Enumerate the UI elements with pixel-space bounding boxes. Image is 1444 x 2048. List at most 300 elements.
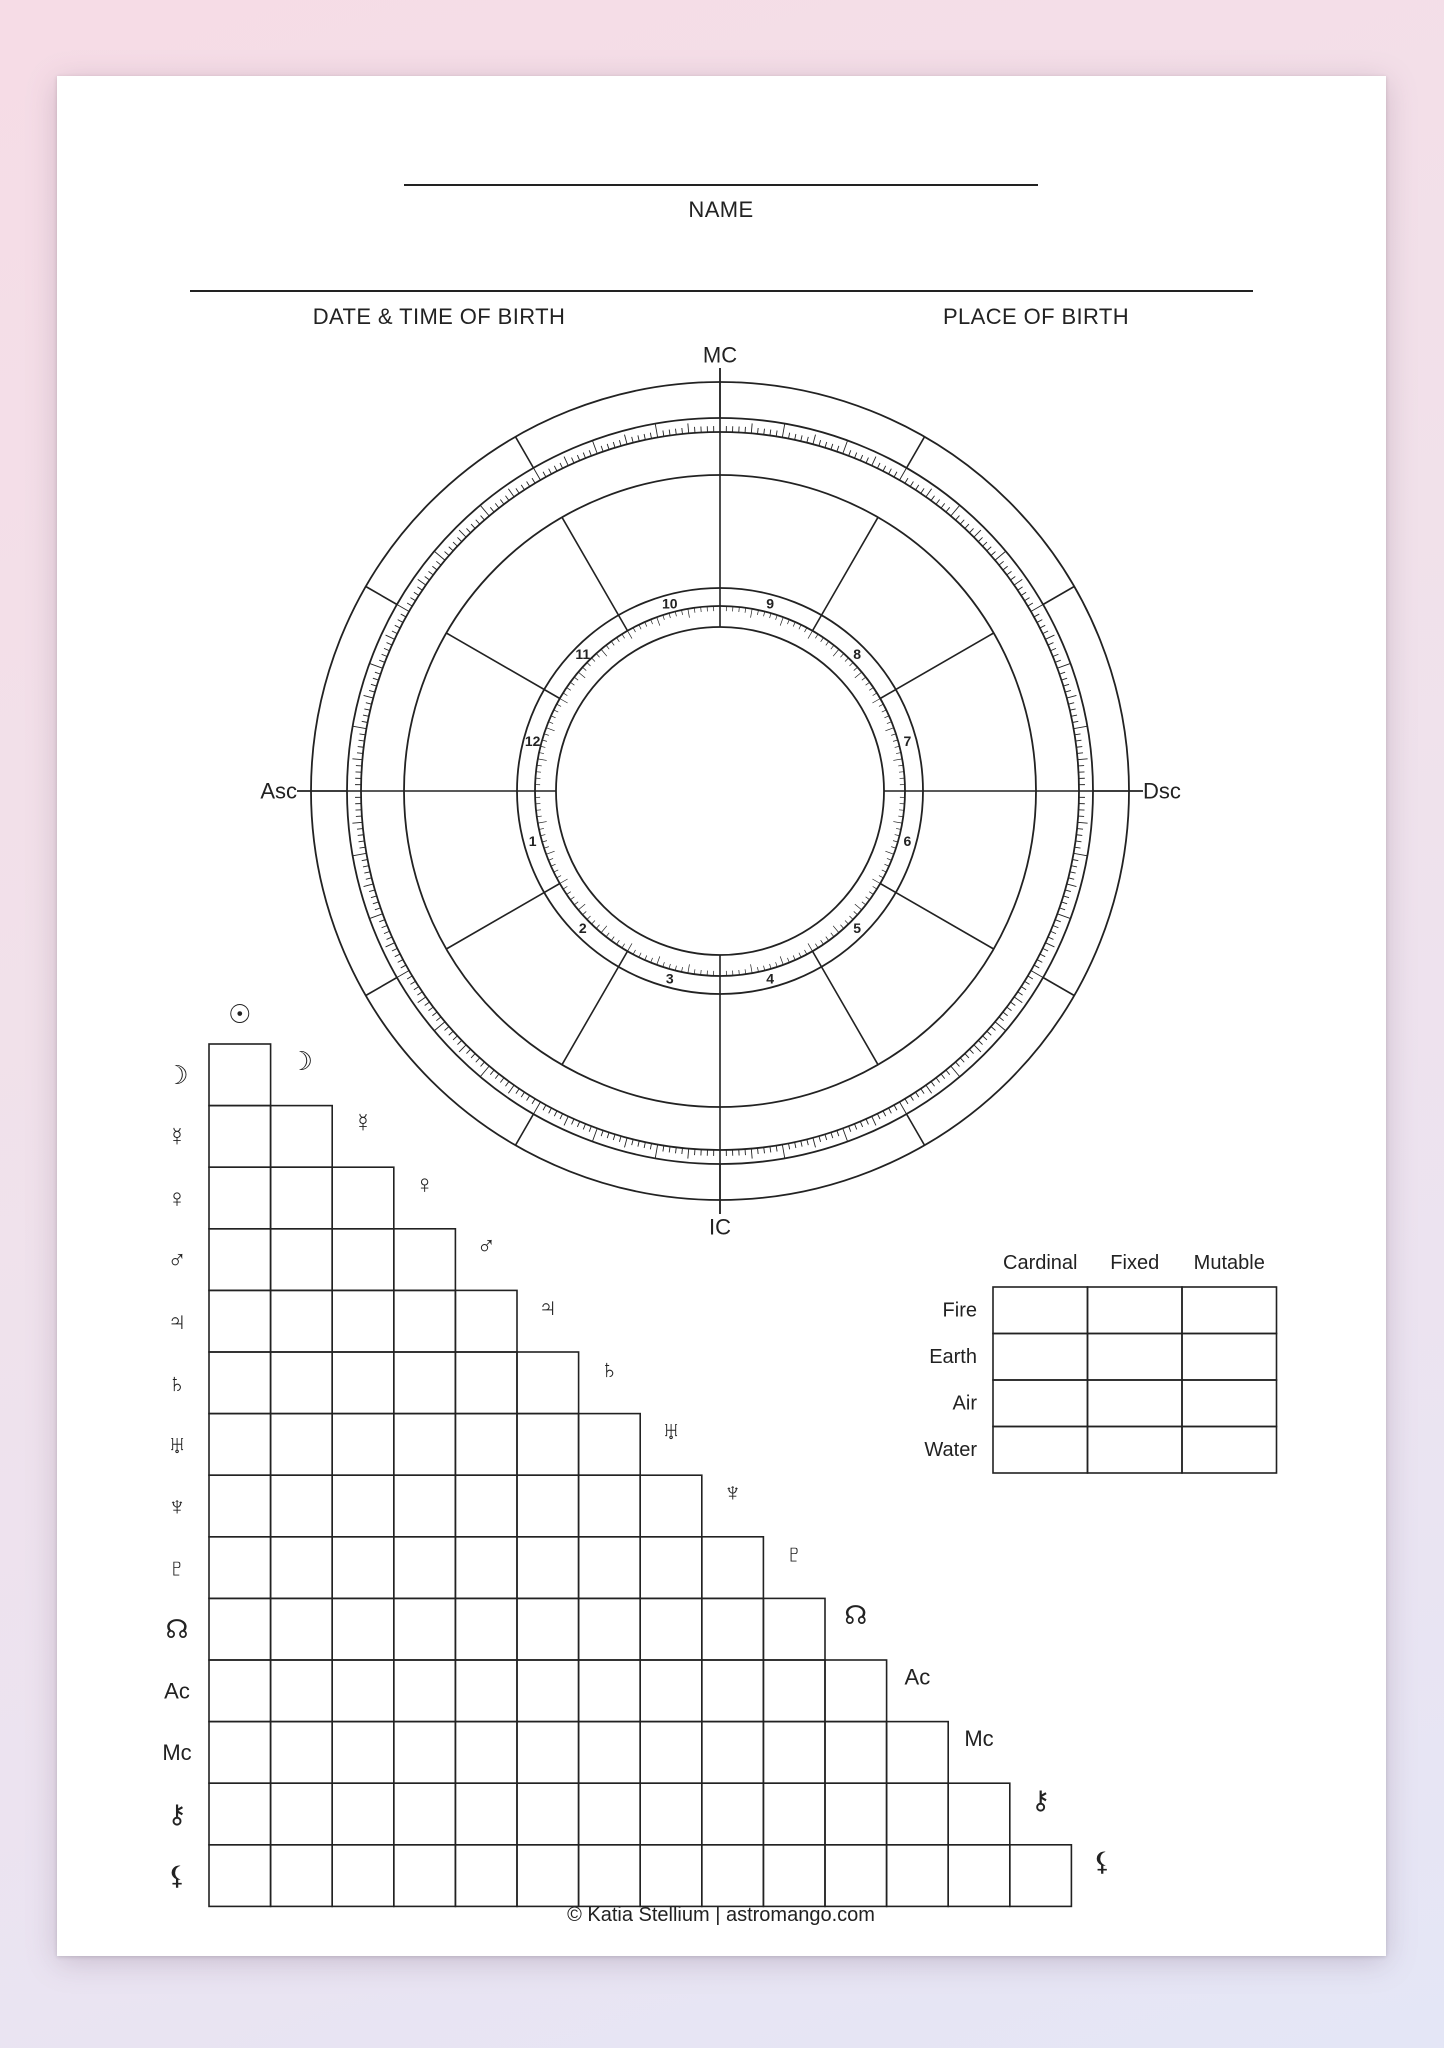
degree-tick <box>384 648 390 650</box>
aspect-cell[interactable] <box>640 1598 702 1660</box>
aspect-cell[interactable] <box>517 1414 579 1476</box>
aspect-cell[interactable] <box>948 1845 1010 1907</box>
aspect-cell[interactable] <box>517 1475 579 1537</box>
degree-tick <box>357 829 363 830</box>
modality-cell[interactable] <box>1088 1380 1183 1427</box>
degree-tick <box>375 672 381 674</box>
modality-cell[interactable] <box>993 1380 1088 1427</box>
aspect-row-label-midheaven: Mc <box>162 1739 192 1765</box>
modality-cell[interactable] <box>993 1427 1088 1474</box>
aspect-cell[interactable] <box>394 1722 456 1784</box>
degree-tick <box>619 440 621 446</box>
aspect-cell[interactable] <box>332 1229 394 1291</box>
aspect-row-label-node: ☊ <box>165 1614 189 1645</box>
inner-degree-tick <box>591 658 594 662</box>
degree-tick <box>1057 663 1070 668</box>
aspect-cell[interactable] <box>763 1598 825 1660</box>
degree-tick <box>495 503 499 508</box>
degree-tick <box>1067 884 1077 887</box>
degree-tick <box>508 489 514 497</box>
inner-degree-tick <box>560 699 568 704</box>
sign-divider <box>516 1114 534 1145</box>
degree-tick <box>843 1128 848 1141</box>
sign-divider <box>366 587 397 605</box>
degree-tick <box>1031 605 1043 612</box>
degree-tick <box>445 552 450 556</box>
degree-tick <box>632 437 633 443</box>
degree-tick <box>1014 579 1022 585</box>
aspect-cell[interactable] <box>455 1722 517 1784</box>
aspect-cell[interactable] <box>455 1845 517 1907</box>
aspect-cell[interactable] <box>702 1598 764 1660</box>
modality-cell[interactable] <box>1088 1334 1183 1381</box>
degree-tick <box>369 690 375 692</box>
degree-tick <box>357 753 363 754</box>
house-number: 1 <box>528 833 537 850</box>
degree-tick <box>931 1081 935 1086</box>
aspect-cell[interactable] <box>332 1290 394 1352</box>
aspect-cell[interactable] <box>209 1106 271 1168</box>
aspect-cell[interactable] <box>209 1044 271 1106</box>
inner-degree-tick <box>591 920 594 924</box>
degree-tick <box>382 925 388 927</box>
degree-tick <box>991 1027 996 1031</box>
degree-tick <box>375 908 381 910</box>
aspect-cell[interactable] <box>271 1290 333 1352</box>
aspect-cell[interactable] <box>825 1722 887 1784</box>
degree-tick <box>505 1081 509 1086</box>
degree-tick <box>572 458 574 463</box>
aspect-cell[interactable] <box>579 1598 641 1660</box>
aspect-cell[interactable] <box>948 1783 1010 1845</box>
aspect-cell[interactable] <box>825 1660 887 1722</box>
degree-tick <box>872 457 876 466</box>
modality-row-water: Water <box>924 1438 977 1461</box>
inner-degree-tick <box>776 615 778 620</box>
degree-tick <box>554 466 557 471</box>
degree-tick <box>386 943 395 947</box>
aspect-cell[interactable] <box>702 1722 764 1784</box>
inner-degree-tick <box>893 822 902 824</box>
aspect-cell[interactable] <box>332 1783 394 1845</box>
degree-tick <box>516 488 519 493</box>
aspect-cell[interactable] <box>640 1537 702 1599</box>
degree-tick <box>889 1108 892 1113</box>
inner-degree-tick <box>563 693 567 696</box>
degree-tick <box>819 440 821 446</box>
aspect-cell[interactable] <box>517 1598 579 1660</box>
degree-tick <box>607 1132 609 1138</box>
aspect-cell[interactable] <box>702 1845 764 1907</box>
aspect-diag-label-neptune: ♆ <box>722 1477 743 1507</box>
degree-tick <box>1050 931 1056 933</box>
aspect-cell[interactable] <box>209 1722 271 1784</box>
degree-tick <box>819 1136 821 1142</box>
aspect-cell[interactable] <box>332 1167 394 1229</box>
aspect-cell[interactable] <box>394 1845 456 1907</box>
aspect-cell[interactable] <box>640 1783 702 1845</box>
house-cusp <box>880 884 993 950</box>
aspect-diag-label-saturn: ♄ <box>599 1353 620 1384</box>
degree-tick <box>638 435 639 441</box>
aspect-cell[interactable] <box>209 1660 271 1722</box>
aspect-cell[interactable] <box>271 1537 333 1599</box>
degree-tick <box>807 437 808 443</box>
inner-degree-tick <box>548 858 553 860</box>
degree-tick <box>758 428 759 434</box>
degree-tick <box>1065 890 1071 892</box>
inner-degree-tick <box>879 704 883 706</box>
ic-label: IC <box>709 1214 731 1240</box>
aspect-cell[interactable] <box>209 1537 271 1599</box>
inner-degree-tick <box>601 649 607 656</box>
aspect-cell[interactable] <box>517 1537 579 1599</box>
aspect-cell[interactable] <box>271 1722 333 1784</box>
inner-degree-tick <box>869 892 873 895</box>
inner-degree-tick <box>866 897 870 900</box>
degree-tick <box>534 468 541 480</box>
degree-tick <box>521 485 524 490</box>
degree-tick <box>601 446 603 452</box>
degree-tick <box>1007 571 1012 575</box>
inner-degree-tick <box>887 858 892 860</box>
degree-tick <box>960 1058 964 1062</box>
aspect-cell[interactable] <box>579 1845 641 1907</box>
aspect-cell[interactable] <box>702 1660 764 1722</box>
aspect-cell[interactable] <box>332 1660 394 1722</box>
aspect-cell[interactable] <box>271 1106 333 1168</box>
aspect-cell[interactable] <box>455 1598 517 1660</box>
aspect-cell[interactable] <box>332 1722 394 1784</box>
modality-cell[interactable] <box>1088 1287 1183 1334</box>
aspect-cell[interactable] <box>271 1352 333 1414</box>
degree-tick <box>392 948 397 951</box>
degree-tick <box>764 1147 765 1153</box>
aspect-cell[interactable] <box>517 1660 579 1722</box>
degree-tick <box>471 1054 475 1058</box>
aspect-cell[interactable] <box>702 1783 764 1845</box>
aspect-cell[interactable] <box>887 1845 949 1907</box>
inner-degree-tick <box>546 851 554 854</box>
degree-tick <box>358 835 364 836</box>
aspect-cell[interactable] <box>579 1783 641 1845</box>
degree-tick <box>866 458 868 463</box>
degree-tick <box>369 890 375 892</box>
modality-cell[interactable] <box>993 1287 1088 1334</box>
degree-tick <box>894 1105 897 1110</box>
degree-tick <box>632 1139 633 1145</box>
degree-tick <box>1074 726 1088 728</box>
degree-tick <box>432 566 437 570</box>
inner-degree-tick <box>601 926 607 933</box>
degree-tick <box>688 423 689 433</box>
inner-degree-tick <box>799 953 801 957</box>
degree-tick <box>1021 592 1026 595</box>
degree-tick <box>500 499 504 504</box>
degree-tick <box>457 1040 461 1044</box>
degree-tick <box>481 516 485 521</box>
modality-cell[interactable] <box>1088 1427 1183 1474</box>
inner-degree-tick <box>622 944 625 948</box>
aspect-diag-label-midheaven: Mc <box>964 1725 994 1751</box>
degree-tick <box>476 1058 480 1062</box>
degree-tick <box>1063 684 1069 686</box>
aspect-cell[interactable] <box>394 1229 456 1291</box>
degree-tick <box>1043 948 1048 951</box>
inner-degree-tick <box>776 962 778 967</box>
degree-tick <box>758 1148 759 1154</box>
degree-tick <box>373 678 379 680</box>
degree-tick <box>436 561 441 565</box>
aspect-cell[interactable] <box>209 1598 271 1660</box>
degree-tick <box>831 444 833 450</box>
degree-tick <box>1055 920 1061 922</box>
inner-degree-tick <box>805 950 807 954</box>
inner-degree-tick <box>882 870 886 872</box>
degree-tick <box>1072 860 1078 861</box>
inner-degree-tick <box>805 628 807 632</box>
aspect-cell[interactable] <box>209 1290 271 1352</box>
degree-tick <box>877 463 880 468</box>
aspect-row-label-mercury: ☿ <box>167 1121 187 1152</box>
degree-tick <box>371 896 377 898</box>
degree-tick <box>854 453 856 459</box>
degree-tick <box>1048 937 1053 939</box>
inner-degree-tick <box>657 956 660 964</box>
aspect-cell[interactable] <box>209 1783 271 1845</box>
degree-tick <box>1034 614 1039 617</box>
degree-tick <box>965 524 969 528</box>
degree-tick <box>983 542 987 546</box>
aspect-cell[interactable] <box>455 1290 517 1352</box>
aspect-cell[interactable] <box>887 1783 949 1845</box>
aspect-row-label-uranus: ♅ <box>167 1429 187 1460</box>
aspect-cell[interactable] <box>209 1414 271 1476</box>
aspect-cell[interactable] <box>332 1537 394 1599</box>
inner-degree-tick <box>831 645 834 649</box>
aspect-cell[interactable] <box>332 1598 394 1660</box>
degree-tick <box>669 430 670 436</box>
aspect-cell[interactable] <box>640 1660 702 1722</box>
degree-tick <box>883 1111 886 1116</box>
aspect-cell[interactable] <box>394 1598 456 1660</box>
aspect-row-label-lilith: ⚸ <box>167 1860 187 1891</box>
aspect-cell[interactable] <box>763 1722 825 1784</box>
degree-tick <box>436 1017 441 1021</box>
aspect-cell[interactable] <box>455 1537 517 1599</box>
aspect-cell[interactable] <box>517 1722 579 1784</box>
degree-tick <box>401 614 406 617</box>
aspect-cell[interactable] <box>579 1414 641 1476</box>
degree-tick <box>825 1134 827 1140</box>
aspect-cell[interactable] <box>455 1414 517 1476</box>
aspect-cell[interactable] <box>763 1660 825 1722</box>
aspect-cell[interactable] <box>579 1475 641 1537</box>
degree-tick <box>801 1141 802 1147</box>
degree-tick <box>449 547 453 551</box>
sign-divider <box>1043 978 1074 996</box>
aspect-cell[interactable] <box>271 1475 333 1537</box>
inner-degree-tick <box>840 925 843 929</box>
aspect-cell[interactable] <box>209 1229 271 1291</box>
aspect-cell[interactable] <box>394 1783 456 1845</box>
degree-tick <box>1003 566 1008 570</box>
degree-tick <box>410 598 415 601</box>
degree-tick <box>364 695 374 698</box>
aspect-cell[interactable] <box>455 1660 517 1722</box>
degree-tick <box>1028 603 1033 606</box>
aspect-cell[interactable] <box>394 1352 456 1414</box>
degree-tick <box>397 971 409 978</box>
degree-tick <box>364 884 374 887</box>
dsc-label: Dsc <box>1143 778 1181 804</box>
degree-tick <box>991 552 996 556</box>
degree-tick <box>1010 576 1015 580</box>
degree-tick <box>397 605 409 612</box>
inner-degree-tick <box>548 722 553 724</box>
degree-tick <box>872 1116 876 1125</box>
aspect-cell[interactable] <box>271 1598 333 1660</box>
aspect-cell[interactable] <box>517 1352 579 1414</box>
degree-tick <box>592 440 597 453</box>
aspect-cell[interactable] <box>271 1414 333 1476</box>
degree-tick <box>1074 853 1088 855</box>
degree-tick <box>459 530 466 537</box>
degree-tick <box>860 1121 862 1127</box>
inner-degree-tick <box>751 964 753 973</box>
aspect-cell[interactable] <box>394 1290 456 1352</box>
aspect-cell[interactable] <box>332 1352 394 1414</box>
degree-tick <box>453 1036 457 1040</box>
modality-cell[interactable] <box>1182 1427 1277 1474</box>
aspect-cell[interactable] <box>640 1845 702 1907</box>
degree-tick <box>1071 715 1077 716</box>
aspect-cell[interactable] <box>579 1660 641 1722</box>
aspect-cell[interactable] <box>825 1845 887 1907</box>
degree-tick <box>860 455 862 461</box>
house-number: 11 <box>575 645 591 662</box>
aspect-cell[interactable] <box>271 1660 333 1722</box>
degree-tick <box>369 914 382 919</box>
aspect-cell[interactable] <box>763 1845 825 1907</box>
aspect-cell[interactable] <box>455 1783 517 1845</box>
degree-tick <box>371 684 377 686</box>
aspect-cell[interactable] <box>394 1537 456 1599</box>
aspect-cell[interactable] <box>271 1845 333 1907</box>
aspect-cell[interactable] <box>394 1414 456 1476</box>
degree-tick <box>425 576 430 580</box>
inner-degree-tick <box>557 876 561 878</box>
degree-tick <box>655 424 657 438</box>
degree-tick <box>395 625 400 628</box>
degree-tick <box>543 1105 546 1110</box>
degree-tick <box>362 860 368 861</box>
degree-tick <box>1053 925 1059 927</box>
modality-cell[interactable] <box>1182 1287 1277 1334</box>
degree-tick <box>414 592 419 595</box>
aspect-cell[interactable] <box>763 1783 825 1845</box>
inner-degree-tick <box>574 902 578 905</box>
inner-degree-tick <box>833 926 839 933</box>
aspect-cell[interactable] <box>209 1352 271 1414</box>
mc-label: MC <box>702 342 738 368</box>
degree-tick <box>650 433 651 439</box>
degree-tick <box>560 1114 563 1119</box>
aspect-cell[interactable] <box>394 1660 456 1722</box>
aspect-cell[interactable] <box>887 1722 949 1784</box>
modality-table <box>924 1252 1276 1473</box>
aspect-cell[interactable] <box>332 1414 394 1476</box>
inner-degree-tick <box>793 622 795 627</box>
inner-degree-tick <box>862 902 866 905</box>
aspect-cell[interactable] <box>455 1475 517 1537</box>
aspect-cell[interactable] <box>517 1783 579 1845</box>
inner-degree-tick <box>821 638 824 642</box>
sign-divider <box>907 437 925 468</box>
degree-tick <box>1075 734 1081 735</box>
aspect-cell[interactable] <box>332 1475 394 1537</box>
inner-degree-tick <box>611 937 614 941</box>
degree-tick <box>910 481 913 486</box>
degree-tick <box>407 976 412 979</box>
house-number: 2 <box>578 920 587 937</box>
aspect-cell[interactable] <box>640 1722 702 1784</box>
modality-cell[interactable] <box>1182 1380 1277 1427</box>
inner-degree-tick <box>826 937 829 941</box>
aspect-cell[interactable] <box>271 1783 333 1845</box>
modality-cell[interactable] <box>1182 1334 1277 1381</box>
degree-tick <box>428 1007 433 1011</box>
degree-tick <box>358 747 364 748</box>
aspect-cell[interactable] <box>271 1167 333 1229</box>
degree-tick <box>1043 631 1048 634</box>
aspect-cell[interactable] <box>271 1229 333 1291</box>
inner-degree-tick <box>808 943 813 951</box>
aspect-cell[interactable] <box>517 1845 579 1907</box>
sign-divider <box>366 978 397 996</box>
aspect-cell[interactable] <box>1010 1845 1072 1907</box>
degree-tick <box>457 537 461 541</box>
aspect-cell[interactable] <box>332 1845 394 1907</box>
aspect-cell[interactable] <box>394 1475 456 1537</box>
degree-tick <box>527 1095 530 1100</box>
aspect-cell[interactable] <box>640 1475 702 1537</box>
modality-row-air: Air <box>952 1392 977 1415</box>
aspect-cell[interactable] <box>209 1475 271 1537</box>
aspect-cell[interactable] <box>825 1783 887 1845</box>
inner-degree-tick <box>891 847 896 849</box>
aspect-cell[interactable] <box>579 1722 641 1784</box>
inner-degree-tick <box>633 628 635 632</box>
house-cusp <box>880 633 993 699</box>
aspect-diag-label-jupiter: ♃ <box>538 1292 558 1323</box>
aspect-row-label-mars: ♂ <box>167 1244 187 1275</box>
degree-tick <box>471 524 475 528</box>
inner-degree-tick <box>855 672 862 678</box>
degree-tick <box>495 1074 499 1079</box>
degree-tick <box>807 1139 808 1145</box>
aspect-cell[interactable] <box>209 1167 271 1229</box>
inner-degree-tick <box>815 634 818 638</box>
degree-tick <box>607 444 609 450</box>
aspect-cell[interactable] <box>209 1845 271 1907</box>
aspect-cell[interactable] <box>455 1352 517 1414</box>
aspect-cell[interactable] <box>579 1537 641 1599</box>
aspect-cell[interactable] <box>702 1537 764 1599</box>
degree-tick <box>564 457 568 466</box>
modality-cell[interactable] <box>993 1334 1088 1381</box>
degree-tick <box>490 1070 494 1075</box>
